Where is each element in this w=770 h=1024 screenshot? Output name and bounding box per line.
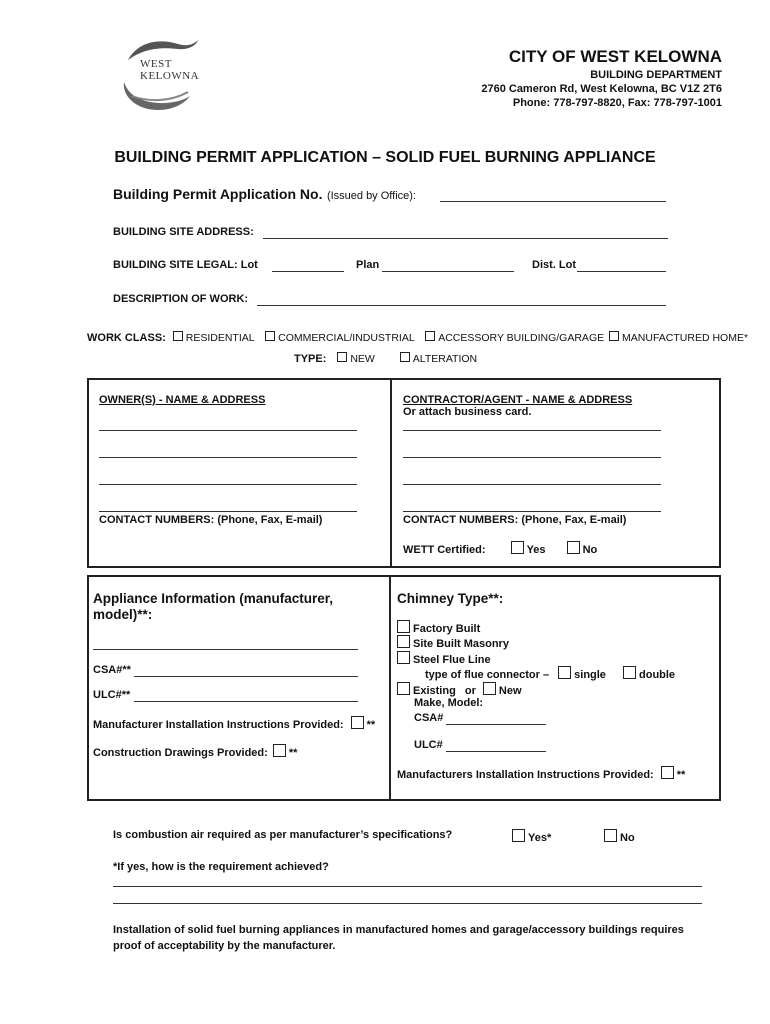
owner-contact-label: CONTACT NUMBERS: (Phone, Fax, E-mail) [99,514,323,526]
combustion-answer-line-2[interactable] [113,903,702,904]
chimney-existing-option[interactable] [397,685,456,697]
appliance-csa-label: CSA#** [93,664,131,676]
wett-yes-checkbox[interactable] [511,541,524,554]
accessory-label: ACCESSORY BUILDING/GARAGE [438,332,605,344]
appliance-instructions-stars: ** [366,719,376,731]
type-new-checkbox[interactable] [337,352,347,362]
chimney-masonry-label: Site Built Masonry [413,638,509,650]
description-field[interactable] [257,305,666,306]
appliance-heading-2: model)**: [93,607,153,622]
flue-single-option[interactable] [558,669,606,681]
description-label: DESCRIPTION OF WORK: [113,293,249,305]
chimney-masonry-option[interactable] [397,635,509,650]
permit-number-row [113,186,416,204]
work-class-label: WORK CLASS: [87,332,166,344]
contractor-contact-label: CONTACT NUMBERS: (Phone, Fax, E-mail) [403,514,627,526]
permit-number-note: (Issued by Office): [326,190,416,202]
manufactured-home-note: Installation of solid fuel burning appliances in manufactured homes and garage/accessory buildings requires proof of acceptability by the manufacturer. [113,924,684,952]
appliance-csa-field[interactable] [134,676,358,677]
owner-contractor-divider [390,378,392,566]
wett-no-label: No [582,544,598,556]
type-row [294,352,477,365]
wett-no-checkbox[interactable] [567,541,580,554]
owner-line-3[interactable] [99,484,357,485]
department-phone: Phone: 778-797-8820, Fax: 778-797-1001 [512,97,722,109]
appliance-drawings-checkbox[interactable] [273,744,286,757]
site-legal-lot-label: BUILDING SITE LEGAL: Lot [113,259,258,271]
combustion-followup: *If yes, how is the requirement achieved? [113,861,329,873]
chimney-ulc-field[interactable] [446,751,546,752]
appliance-ulc-label: ULC#** [93,689,131,701]
wett-label: WETT Certified: [403,544,486,556]
department-name: BUILDING DEPARTMENT [590,69,722,81]
city-logo [118,36,204,116]
permit-number-label: Building Permit Application No. [113,186,323,202]
permit-number-field[interactable] [440,201,666,202]
chimney-steel-label: Steel Flue Line [413,654,491,666]
type-alteration-checkbox[interactable] [400,352,410,362]
combustion-no-checkbox[interactable] [604,829,617,842]
combustion-yes-label: Yes* [528,832,552,844]
flue-double-option[interactable] [623,669,675,681]
combustion-no-option[interactable] [604,829,635,844]
city-name: CITY OF WEST KELOWNA [508,47,722,66]
chimney-steel-checkbox[interactable] [397,651,410,664]
plan-field[interactable] [382,271,514,272]
chimney-existing-label: Existing [413,685,456,697]
dist-lot-label: Dist. Lot [532,259,576,271]
residential-option[interactable] [173,332,254,344]
chimney-or-label: or [464,685,476,697]
chimney-new-checkbox[interactable] [483,682,496,695]
owner-line-1[interactable] [99,430,357,431]
chimney-heading: Chimney Type**: [397,591,504,606]
chimney-masonry-checkbox[interactable] [397,635,410,648]
flue-single-label: single [574,669,606,681]
owner-line-4[interactable] [99,511,357,512]
chimney-existing-checkbox[interactable] [397,682,410,695]
commercial-label: COMMERCIAL/INDUSTRIAL [278,332,415,344]
chimney-factory-label: Factory Built [413,623,481,635]
flue-double-checkbox[interactable] [623,666,636,679]
chimney-new-label: New [498,685,522,697]
appliance-model-field[interactable] [93,649,358,650]
manufactured-label: MANUFACTURED HOME* [622,332,749,344]
chimney-csa-field[interactable] [446,724,546,725]
appliance-instructions-checkbox[interactable] [351,716,364,729]
form-title: BUILDING PERMIT APPLICATION – SOLID FUEL BURNING APPLIANCE [114,149,656,166]
logo-text-kelowna: KELOWNA [140,70,200,82]
wett-yes-option[interactable] [511,544,546,556]
site-address-label: BUILDING SITE ADDRESS: [113,226,254,238]
contractor-line-4[interactable] [403,511,661,512]
contractor-line-2[interactable] [403,457,661,458]
wett-yes-label: Yes [526,544,546,556]
combustion-answer-line-1[interactable] [113,886,702,887]
existing-new-row [397,682,522,697]
flue-connector-label: type of flue connector – [425,669,550,681]
chimney-make-label: Make, Model: [414,697,484,709]
manufactured-checkbox[interactable] [609,331,619,341]
work-class-row [87,331,748,344]
combustion-no-label: No [620,832,635,844]
flue-connector-row [425,666,675,681]
commercial-checkbox[interactable] [265,331,275,341]
contractor-subheading: Or attach business card. [403,406,532,418]
dist-lot-field[interactable] [577,271,666,272]
appliance-drawings-row [93,744,297,759]
residential-label: RESIDENTIAL [185,332,255,344]
type-label: TYPE: [294,353,327,365]
department-address: 2760 Cameron Rd, West Kelowna, BC V1Z 2T6 [481,83,722,95]
accessory-checkbox[interactable] [425,331,435,341]
chimney-factory-checkbox[interactable] [397,620,410,633]
chimney-csa-label: CSA# [414,712,444,724]
type-new-label: NEW [350,353,375,365]
appliance-drawings-stars: ** [288,747,298,759]
chimney-instructions-stars: ** [676,769,686,781]
chimney-steel-option[interactable] [397,651,491,666]
type-new-option[interactable] [337,353,375,365]
residential-checkbox[interactable] [173,331,183,341]
appliance-heading-1: Appliance Information (manufacturer, [93,591,334,606]
appliance-ulc-field[interactable] [134,701,358,702]
contractor-heading: CONTRACTOR/AGENT - NAME & ADDRESS [403,394,633,406]
owner-line-2[interactable] [99,457,357,458]
type-alteration-option[interactable] [400,353,477,365]
chimney-instructions-row [397,766,685,781]
wett-row [403,541,597,556]
combustion-question: Is combustion air required as per manufacturer’s specifications? [113,829,453,841]
appliance-instructions-label: Manufacturer Installation Instructions Provided: [93,719,344,731]
combustion-yes-checkbox[interactable] [512,829,525,842]
logo-text-west: WEST [140,58,172,70]
flue-double-label: double [639,669,676,681]
accessory-option[interactable] [425,332,604,344]
owner-heading: OWNER(S) - NAME & ADDRESS [99,394,266,406]
chimney-ulc-label: ULC# [414,739,443,751]
chimney-instructions-checkbox[interactable] [661,766,674,779]
combustion-yes-option[interactable] [512,829,551,844]
chimney-new-option[interactable] [483,685,522,697]
plan-label: Plan [356,259,380,271]
site-address-field[interactable] [263,238,668,239]
contractor-line-3[interactable] [403,484,661,485]
commercial-option[interactable] [265,332,414,344]
manufactured-option[interactable] [609,332,748,344]
appliance-chimney-divider [389,575,391,799]
appliance-drawings-label: Construction Drawings Provided: [93,747,268,759]
lot-field[interactable] [272,271,344,272]
appliance-instructions-row [93,716,375,731]
contractor-line-1[interactable] [403,430,661,431]
chimney-instructions-label: Manufacturers Installation Instructions Provided: [397,769,654,781]
chimney-factory-option[interactable] [397,620,480,635]
type-alteration-label: ALTERATION [412,353,478,365]
wett-no-option[interactable] [567,544,598,556]
flue-single-checkbox[interactable] [558,666,571,679]
